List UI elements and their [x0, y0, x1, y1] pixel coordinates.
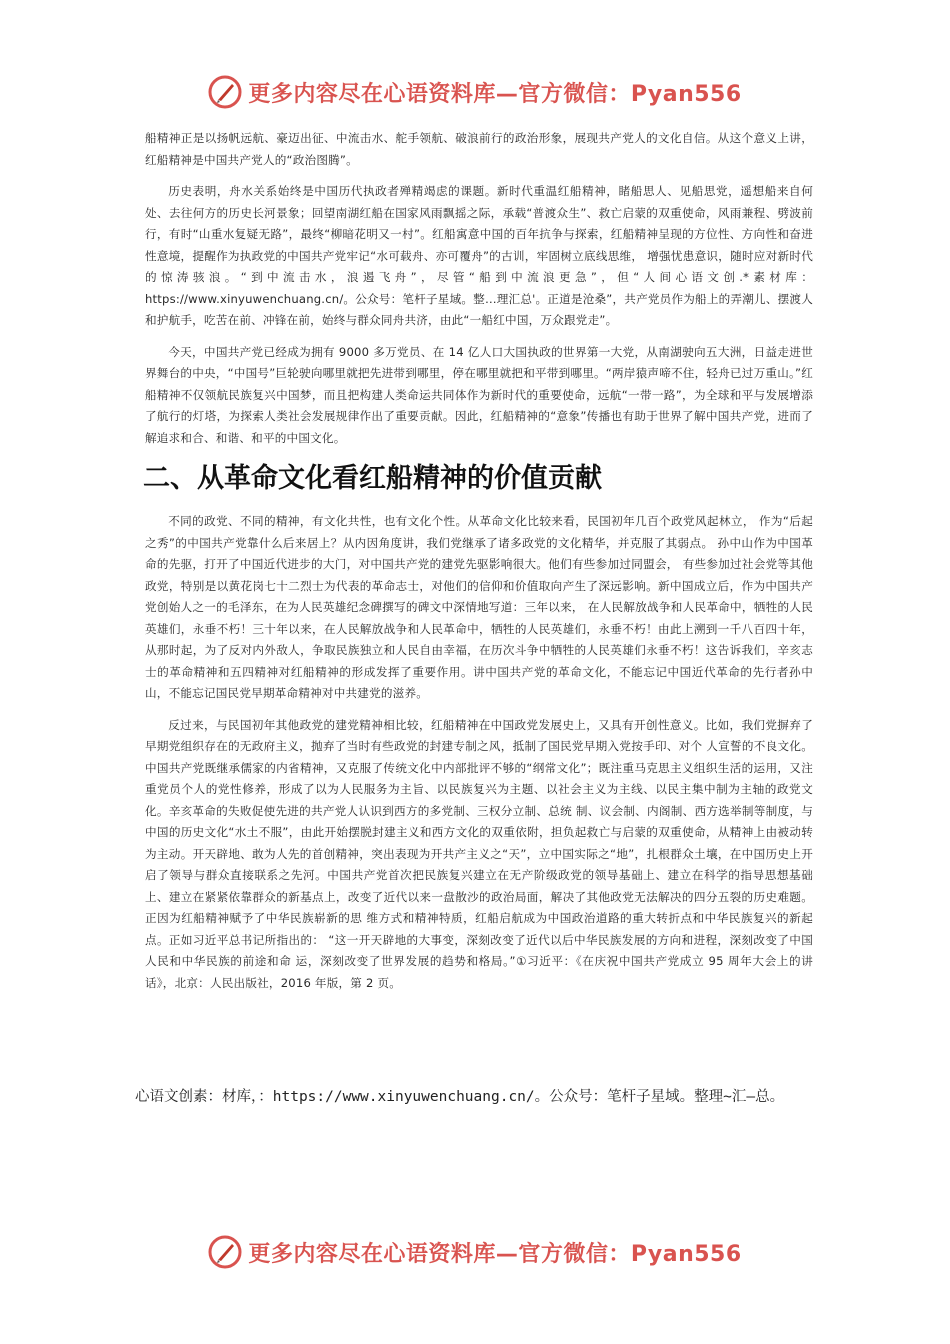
section-heading: 二、从革命文化看红船精神的价值贡献 — [143, 463, 602, 494]
document-body — [145, 128, 813, 1004]
footer-banner — [0, 1232, 950, 1272]
banner-text: 更多内容尽在心语资料库—官方微信：Pyan556 — [248, 1241, 742, 1267]
quill-pen-logo-icon — [208, 1235, 242, 1269]
paragraph-3: 今天，中国共产党已经成为拥有 9000 多万党员、在 14 亿人口大国执政的世界第一大党，从南湖驶向五大洲，日益走进世界舞台的中央，“中国号”巨轮驶向哪里就把先进带到哪里，停在哪里就把和平带到哪里。“两岸猿声啼不住，轻舟已过万重山。”红船精神不仅领航民族复兴中国梦，而且把构建人类命运共同体作为新时代的重要使命，远航“一带一路”，为全球和平与发展增添了航行的灯塔，为探索人类社会发展规律作出了重要贡献。因此，红船精神的“意象”传播也有助于世界了解中国共产党，进而了解追求和合、和谐、和平的中国文化。 — [145, 344, 813, 445]
watermark-text-line: 心语文创素：材库，：https://www.xinyuwenchuang.cn/。公众号：笔杆子星域。整理~汇—总。 — [135, 1089, 785, 1105]
quill-pen-logo-icon — [208, 75, 242, 109]
paragraph-1: 船精神正是以扬帆远航、豪迈出征、中流击水、舵手领航、破浪前行的政治形象，展现共产党人的文化自信。从这个意义上讲，红船精神是中国共产党人的“政治图腾”。 — [145, 131, 813, 167]
paragraph-4: 不同的政党、不同的精神，有文化共性，也有文化个性。从革命文化比较来看，民国初年几百个政党风起林立， 作为“后起之秀”的中国共产党靠什么后来居上？从内因角度讲，我们党继承了诸多政党的文化精华，并克服了其弱点。 孙中山作为中国革命的先驱，打开了中国近代进步的大门，对中国共产党的建党先驱影响很大。他们有些参加过同盟会， 有些参加过社会党等其他政党，特别是以黄花岗七十二烈士为代表的革命志士，对他们的信仰和价值取向产生了深远影响。新中国成立后，作为中国共产党创始人之一的毛泽东，在为人民英雄纪念碑撰写的碑文中深情地写道：三年以来， 在人民解放战争和人民革命中，牺牲的人民英雄们，永垂不朽！三十年以来，在人民解放战争和人民革命中，牺牲的人民英雄们，永垂不朽！由此上溯到一千八百四十年，从那时起，为了反对内外敌人，争取民族独立和人民自由幸福，在历次斗争中牺牲的人民英雄们永垂不朽！这告诉我们，辛亥志士的革命精神和五四精神对红船精神的形成发挥了重要作用。讲中国共产党的革命文化，不能忘记中国近代革命的先行者孙中山，不能忘记国民党早期革命精神对中共建党的滋养。 — [145, 514, 813, 700]
banner-text: 更多内容尽在心语资料库—官方微信：Pyan556 — [248, 81, 742, 107]
paragraph-5: 反过来，与民国初年其他政党的建党精神相比较，红船精神在中国政党发展史上，又具有开创性意义。比如，我们党摒弃了早期党组织存在的无政府主义，抛弃了当时有些政党的封建专制之风，抵制了国民党早期入党按手印、对个 人宣誓的不良文化。中国共产党既继承儒家的内省精神，又克服了传统文化中内部批评不够的“纲常文化”；既注重马克思主义组织生活的运用，又注重党员个人的党性修养，形成了以为人民服务为主旨、以民族复兴为主题、以社会主义为主线、以民主集中制为主轴的政党文化。辛亥革命的失败促使先进的共产党人认识到西方的多党制、三权分立制、总统 制、议会制、内阁制、西方选举制等制度，与中国的历史文化“水土不服”，由此开始摆脱封建主义和西方文化的双重依附，担负起救亡与启蒙的双重使命，从精神上由被动转为主动。开天辟地、敢为人先的首创精神，突出表现为开共产主义之“天”，立中国实际之“地”，扎根群众土壤，在中国历史上开启了领导与群众直接联系之先河。中国共产党首次把民族复兴建立在无产阶级政党的领导基础上、建立在科学的指导思想基础上、建立在紧紧依靠群众的新基点上，改变了近代以来一盘散沙的政治局面，解决了其他政党无法解决的四分五裂的历史难题。正因为红船精神赋予了中华民族崭新的思 维方式和精神特质，红船启航成为中国政治道路的重大转折点和中华民族复兴的新起点。正如习近平总书记所指出的： “这一开天辟地的大事变，深刻改变了近代以后中华民族发展的方向和进程，深刻改变了中国人民和中华民族的前途和命 运，深刻改变了世界发展的趋势和格局。”①习近平：《在庆祝中国共产党成立 95 周年大会上的讲话》，北京：人民出版社，2016 年版，第 2 页。 — [145, 717, 813, 990]
paragraph-2: 历史表明，舟水关系始终是中国历代执政者殚精竭虑的课题。新时代重温红船精神，睹船思人、见船思党，遥想船来自何处、去往何方的历史长河景象；回望南湖红船在国家风雨飘摇之际，承载“普渡众生”、救亡启蒙的双重使命，风雨兼程、劈波前行，有时“山重水复疑无路”，最终“柳暗花明又一村”。红船寓意中国的百年抗争与探索，红船精神呈现的方位性、方向性和奋进性意境，提醒作为执政党的中国共产党牢记“水可载舟、亦可覆舟”的古训，牢固树立底线思维， 增强忧患意识，随时应对新时代的惊涛骇浪。“到中流击水，浪遏飞舟”，尽管“船到中流浪更急”，但“人间心语文创.*素材库：https://www.xinyuwenchuang.cn/。公众号：笔杆子星域。整…理汇总'。正道是沧桑”，共产党员作为船上的弄潮儿、摆渡人和护航手，吃苦在前、冲锋在前，始终与群众同舟共济，由此“一船红中国，万众跟党走”。 — [145, 184, 813, 327]
header-banner — [0, 72, 950, 112]
